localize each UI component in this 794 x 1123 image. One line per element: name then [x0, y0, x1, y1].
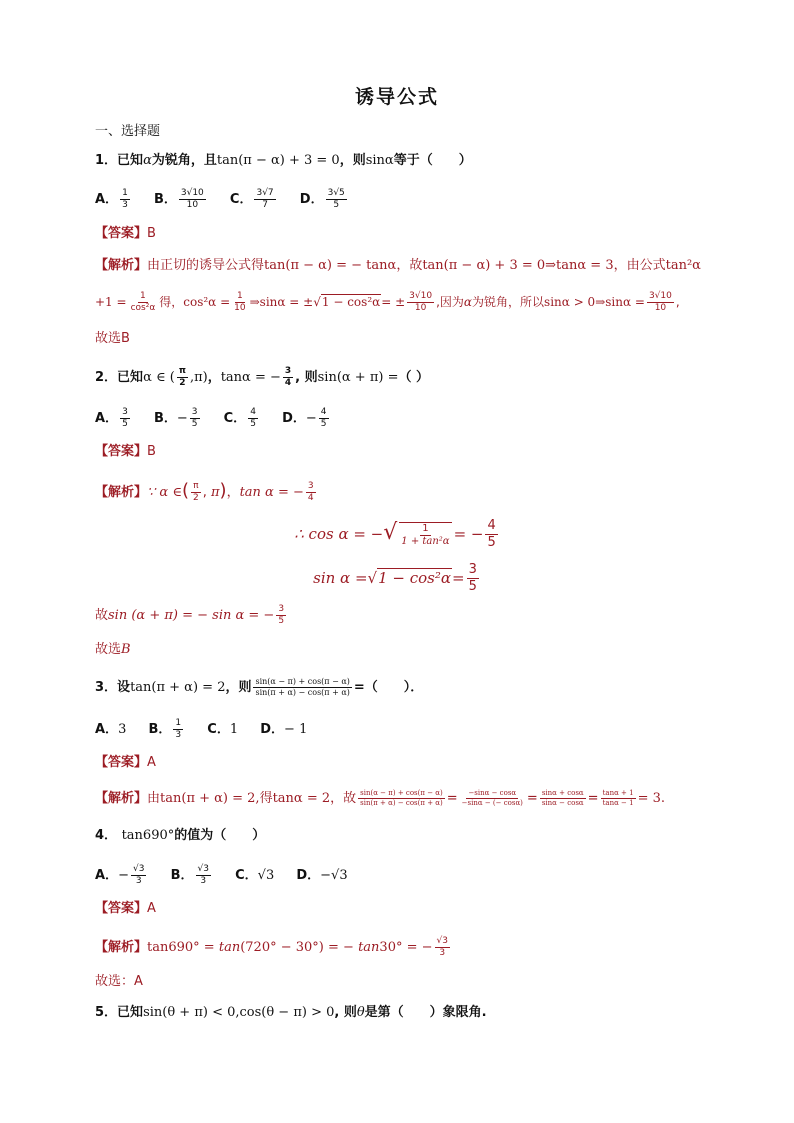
- option-d: D．− 1: [260, 722, 308, 737]
- question-2-options: [95, 407, 349, 430]
- option-c: C． $\frac{3√7}{7}$: [229, 188, 274, 210]
- answer-2: 【答案】B: [95, 444, 156, 459]
- question-4: 4． tan690°的值为（ ）: [95, 828, 266, 843]
- analysis-3: 【解析】由tan(π + α) = 2,得tanα = 2，故 $\frac{\sin(\alpha - \pi) + \cos(\pi - \alpha)}{\sin(\pi + \alpha) - \cos(\pi + \alpha)}$ = $\frac{-\sin\alpha - \cos\alpha}{-\sin\alpha - (- \cos\alpha)}$ = $\frac{\sin\alpha + \cos\alpha}{\sin\alpha - \cos\alpha}$ = $\frac{\tan\alpha + 1}{\tan\alpha - 1}$ = 3.: [95, 789, 666, 807]
- option-a: A． $\frac{1}{3}$: [95, 188, 128, 210]
- option-c: C． $\frac{4}{5}$: [223, 407, 256, 429]
- option-d: D． $\frac{3√5}{5}$: [299, 188, 345, 210]
- question-3-options: [95, 718, 325, 741]
- option-a: A．− $\frac{√3}{3}$: [95, 864, 145, 886]
- analysis-2-line-1: 【解析】∵ α ∈( $\frac{\pi}{2}$ , π)，tan α = − $\frac{3}{4}$: [95, 480, 314, 503]
- page-title: 诱导公式: [354, 86, 439, 108]
- question-2: 2．已知α ∈ ( $\frac{\pi}{2}$ ,π)，tanα = − $\frac{3}{4}$ , 则sin(α + π) =（ ）: [95, 366, 430, 388]
- option-d: D．− $\frac{4}{5}$: [282, 407, 327, 429]
- answer-4: 【答案】A: [95, 901, 156, 916]
- option-b: B．− $\frac{3}{5}$: [153, 407, 198, 429]
- question-5: 5．已知sin(θ + π) < 0,cos(θ − π) > 0, 则θ是第（ ）象限角.: [95, 1005, 487, 1020]
- analysis-1-line-2: +1 = $\frac{1}{\text{cos²α}}$ 得，cos²α = $\frac{1}{10}$ ⇒sinα = ±√1 − cos²α= ± $\frac{3√10}{10}$ ,因为α为锐角，所以sinα > 0⇒sinα = $\frac{3√10}{10}$ ,: [95, 291, 680, 313]
- analysis-1-line-1: 【解析】由正切的诱导公式得tan(π − α) = − tanα，故tan(π − α) + 3 = 0⇒tanα = 3，由公式tan²α: [95, 258, 701, 273]
- question-1-options: [95, 188, 367, 211]
- question-3: 3．设tan(π + α) = 2，则 $\frac{\sin(\alpha - \pi) + \cos(\pi - \alpha)}{\sin(\pi + \alpha) - \cos(\pi + \alpha)}$ =（ ）．: [95, 677, 424, 697]
- conclusion-2: 故选B: [95, 642, 131, 657]
- conclusion-4: 故选：A: [95, 974, 143, 989]
- option-d: D．−√3: [296, 868, 348, 883]
- option-b: B． $\frac{1}{3}$: [148, 718, 182, 740]
- option-c: C．1: [207, 722, 239, 737]
- question-1: 1．已知α为锐角，且tan(π − α) + 3 = 0，则sinα等于（ ）: [95, 153, 472, 168]
- conclusion-1: 故选B: [95, 331, 130, 346]
- analysis-2-equation-1: ∴ cos α = −√ $\frac{1}{\text{1 + tan²α}}$ = − $\frac{4}{5}$: [294, 518, 496, 550]
- option-a: A．3: [95, 722, 127, 737]
- analysis-2-line-2: 故sin (α + π) = − sin α = − $\frac{3}{5}$: [95, 604, 285, 626]
- section-heading: 一、选择题: [95, 124, 161, 139]
- option-c: C．√3: [235, 868, 275, 883]
- analysis-2-equation-2: sin α =√1 − cos²α= $\frac{3}{5}$: [313, 562, 477, 594]
- option-b: B． $\frac{√3}{3}$: [170, 864, 209, 886]
- question-4-options: [95, 864, 366, 887]
- option-a: A． $\frac{3}{5}$: [95, 407, 128, 429]
- answer-1: 【答案】B: [95, 226, 156, 241]
- answer-3: 【答案】A: [95, 755, 156, 770]
- analysis-4: 【解析】tan690° = tan(720° − 30°) = − tan30° = − $\frac{√3}{3}$: [95, 936, 448, 958]
- option-b: B． $\frac{3√10}{10}$: [153, 188, 204, 210]
